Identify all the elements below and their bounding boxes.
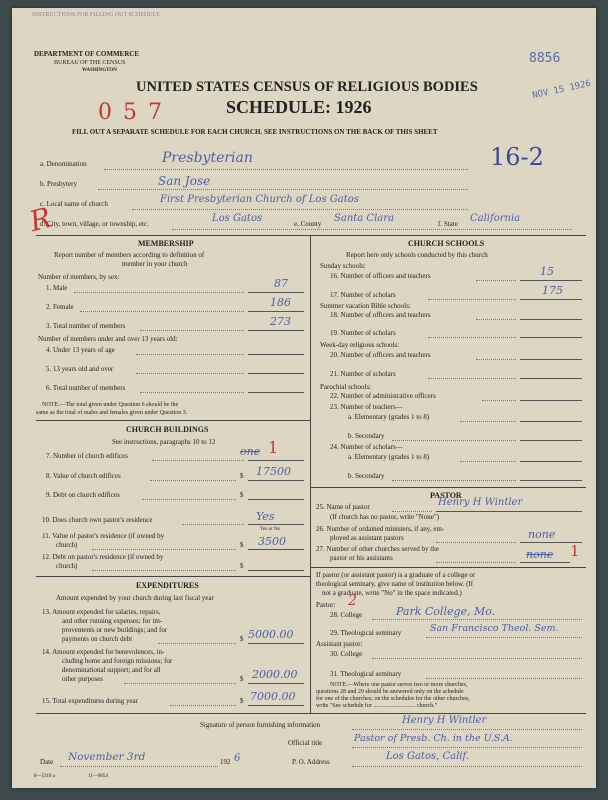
q30-line: [372, 658, 582, 659]
q11-value: 3500: [258, 535, 286, 548]
signature-value: Henry H Wintler: [402, 715, 487, 726]
q8-dollar: $: [240, 472, 244, 480]
q2-answer-line: [248, 311, 304, 312]
q25-answer-line: [436, 511, 582, 512]
q8-answer-line: [248, 480, 304, 481]
q24b-answer-line: [520, 480, 582, 481]
bleed-through-text: INSTRUCTIONS FOR FILLING OUT SCHEDULE: [32, 12, 160, 18]
q24-label: 24. Number of scholars—: [330, 443, 403, 451]
q1-leader: [74, 292, 244, 293]
q2-leader: [80, 311, 244, 312]
buildings-title: CHURCH BUILDINGS: [126, 425, 209, 434]
q9-leader: [142, 499, 236, 500]
q16-label: 16. Number of officers and teachers: [330, 272, 431, 280]
q23b-label: b. Secondary: [348, 432, 385, 440]
q8-leader: [150, 480, 236, 481]
q8-label: 8. Value of church edifices: [46, 472, 121, 480]
q2-label: 2. Female: [46, 303, 74, 311]
q16-answer-line: [520, 280, 582, 281]
yes-no-hint: Yes or No: [260, 527, 281, 532]
q15-label: 15. Total expenditures during year: [42, 697, 138, 705]
q23-label: 23. Number of teachers—: [330, 403, 403, 411]
department-label: DEPARTMENT OF COMMERCE: [34, 50, 140, 58]
denomination-line: [104, 169, 468, 170]
q11-answer-line: [248, 549, 304, 550]
weekday-heading: Week-day religious schools:: [320, 341, 400, 349]
q14-label-a: 14. Amount expended for benevolences, in-: [42, 648, 165, 656]
expenditures-rule: [36, 576, 310, 577]
q14-label-d: other purposes: [62, 675, 104, 683]
q24a-label: a. Elementary (grades 1 to 8): [348, 453, 430, 461]
q23b-leader: [392, 440, 516, 441]
q24b-label: b. Secondary: [348, 472, 385, 480]
q5-leader: [136, 373, 244, 374]
assistant-label: Assistant pastor:: [316, 640, 363, 648]
section-bottom-rule: [36, 713, 586, 714]
pastor-note-1: NOTE.—Where one pastor serves two or more churches,: [330, 682, 468, 688]
denomination-label: a. Denomination: [40, 160, 87, 168]
q10-value: Yes: [256, 510, 275, 523]
q25-sub: (If church has no pastor, write "None"): [330, 513, 440, 521]
q20-label: 20. Number of officers and teachers: [330, 351, 431, 359]
q10-answer-line: [248, 524, 304, 525]
q23a-label: a. Elementary (grades 1 to 8): [348, 413, 430, 421]
q11-label-a: 11. Value of pastor's residence (if owned by: [42, 532, 165, 540]
official-title-value: Pastor of Presb. Ch. in the U.S.A.: [354, 733, 513, 744]
q14-leader: [124, 683, 236, 684]
q18-label: 18. Number of officers and teachers: [330, 311, 431, 319]
q13-label-b: and other running expenses; for im-: [62, 617, 163, 625]
q26-label-b: ployed as assistant pastors: [330, 534, 404, 542]
q26-leader: [436, 542, 516, 543]
q18-leader: [476, 319, 516, 320]
pastor-note-2: questions 28 and 29 should be answered only on the schedule: [316, 689, 464, 695]
q23a-leader: [460, 421, 516, 422]
date-year-digit: 6: [234, 753, 241, 764]
sunday-heading: Sunday schools:: [320, 262, 366, 270]
presbytery-label: b. Presbytery: [40, 180, 77, 188]
q27-label-b: pastor or his assistants: [330, 554, 393, 562]
pastor-red-mark: 2: [348, 593, 357, 609]
q27-red-mark: 1: [570, 542, 580, 560]
q28-value: Park College, Mo.: [396, 605, 496, 618]
city-label: WASHINGTON: [82, 68, 117, 73]
q16-leader: [476, 280, 516, 281]
q29-line: [426, 637, 582, 638]
q9-answer-line: [248, 499, 304, 500]
official-title-line: [352, 747, 582, 748]
q3-label: 3. Total number of members: [46, 322, 126, 330]
q12-label-b: church): [56, 562, 78, 570]
q13-dollar: $: [240, 635, 244, 643]
q9-dollar: $: [240, 491, 244, 499]
q27-value: none: [526, 548, 554, 561]
q15-value: 7000.00: [250, 690, 296, 703]
q18-answer-line: [520, 319, 582, 320]
q15-dollar: $: [240, 697, 244, 705]
q6-label: 6. Total number of members: [46, 384, 126, 392]
county-value: Santa Clara: [334, 213, 394, 224]
membership-title: MEMBERSHIP: [138, 239, 194, 248]
state-value: California: [470, 213, 521, 224]
q20-leader: [476, 359, 516, 360]
church-name-label: c. Local name of church: [40, 200, 108, 208]
q7-red-mark: 1: [268, 438, 279, 457]
q22-label: 22. Number of administrative officers: [330, 392, 436, 400]
section-top-rule: [36, 235, 586, 236]
census-schedule-sheet: [12, 8, 596, 788]
q13-value: 5000.00: [248, 628, 294, 641]
q24a-leader: [460, 461, 516, 462]
q3-leader: [140, 330, 244, 331]
age-heading: Number of members under and over 13 years old:: [38, 335, 178, 343]
q14-label-c: denominational support; and for all: [62, 666, 161, 674]
q19-leader: [428, 337, 516, 338]
q19-label: 19. Number of scholars: [330, 329, 396, 337]
membership-note-1: NOTE.—The total given under Question 6 should be the: [42, 402, 179, 408]
q4-leader: [136, 354, 244, 355]
po-address-value: Los Gatos, Calif.: [386, 751, 469, 762]
pastor-note-3: for one of the churches; on the schedules for the other churches,: [316, 696, 470, 702]
form-title: UNITED STATES CENSUS OF RELIGIOUS BODIES: [136, 79, 478, 95]
q16-value: 15: [540, 265, 554, 278]
q21-answer-line: [520, 378, 582, 379]
q12-dollar: $: [240, 562, 244, 570]
q28-label: 28. College: [330, 611, 363, 619]
county-label: e. County: [294, 220, 322, 228]
q12-answer-line: [248, 570, 304, 571]
membership-sub2: member in your church: [122, 260, 188, 268]
instruction-line: FILL OUT A SEPARATE SCHEDULE FOR EACH CHURCH. SEE INSTRUCTIONS ON THE BACK OF THIS SHEET: [72, 128, 438, 136]
po-address-label: P. O. Address: [292, 758, 330, 766]
stamp-number: 8856: [529, 51, 561, 66]
date-value: November 3rd: [68, 751, 146, 763]
q12-leader: [92, 570, 236, 571]
q25-value: Henry H Wintler: [438, 497, 523, 508]
q29-label: 29. Theological seminary: [330, 629, 402, 637]
expenditures-sub: Amount expended by your church during last fiscal year: [56, 594, 214, 602]
presbytery-value: San Jose: [158, 174, 211, 188]
q27-leader: [436, 562, 516, 563]
q23a-answer-line: [520, 421, 582, 422]
q17-label: 17. Number of scholars: [330, 291, 396, 299]
signature-label: Signature of person furnishing information: [200, 721, 321, 729]
q3-value: 273: [270, 315, 291, 328]
red-form-number: 0 5 7: [98, 100, 164, 125]
state-label: f. State: [438, 220, 458, 228]
parochial-heading: Parochial schools:: [320, 383, 372, 391]
q25-leader: [392, 511, 432, 512]
q3-answer-line: [248, 330, 304, 331]
graduate-note-2: theological seminary, give name of institution below. (If: [316, 580, 474, 588]
q21-leader: [428, 378, 516, 379]
location-line: [172, 229, 572, 230]
q13-label-d: payments on church debt: [62, 635, 133, 643]
q12-label-a: 12. Debt on pastor's residence (if owned by: [42, 553, 164, 561]
official-title-label: Official title: [288, 739, 323, 747]
pastor-note-4: write "See schedule for ............................ church.": [316, 703, 438, 709]
red-r-mark: R: [25, 200, 55, 239]
q24b-leader: [392, 480, 516, 481]
city-value: Los Gatos: [212, 213, 263, 224]
q17-value: 175: [542, 284, 563, 297]
q6-leader: [140, 392, 244, 393]
q25-label: 25. Name of pastor: [316, 503, 370, 511]
q1-value: 87: [274, 277, 288, 290]
q27-answer-line: [520, 562, 570, 563]
q9-label: 9. Debt on church edifices: [46, 491, 120, 499]
q13-leader: [158, 643, 236, 644]
graduate-note-1: If pastor (or assistant pastor) is a graduate of a college or: [316, 571, 476, 579]
schools-sub: Report here only schools conducted by this church: [346, 251, 488, 259]
church-name-line: [132, 209, 468, 210]
signature-line: [352, 729, 582, 730]
q20-answer-line: [520, 359, 582, 360]
denomination-value: Presbyterian: [162, 150, 253, 166]
bureau-label: BUREAU OF THE CENSUS: [54, 60, 126, 66]
q6-answer-line: [248, 392, 304, 393]
q14-label-b: cluding home and foreign missions; for: [62, 657, 173, 665]
q15-answer-line: [248, 705, 304, 706]
q14-answer-line: [248, 683, 304, 684]
q13-label-a: 13. Amount expended for salaries, repairs,: [42, 608, 161, 616]
column-divider: [310, 235, 311, 713]
q7-leader: [152, 460, 244, 461]
q11-leader: [92, 549, 236, 550]
q1-answer-line: [248, 292, 304, 293]
expenditures-title: EXPENDITURES: [136, 581, 199, 590]
form-number: 8—5318 a: [34, 774, 55, 779]
code-mark: 16-2: [490, 143, 544, 171]
vacation-heading: Summer vacation Bible schools:: [320, 302, 411, 310]
date-label: Date: [40, 758, 54, 766]
pastor-rule: [310, 487, 586, 488]
q21-label: 21. Number of scholars: [330, 370, 396, 378]
by-sex-label: Number of members, by sex:: [38, 273, 120, 281]
schools-title: CHURCH SCHOOLS: [408, 239, 485, 248]
q14-value: 2000.00: [252, 668, 298, 681]
q19-answer-line: [520, 337, 582, 338]
q14-dollar: $: [240, 675, 244, 683]
q8-value: 17500: [256, 465, 291, 478]
q10-leader: [182, 524, 244, 525]
q15-leader: [170, 705, 236, 706]
membership-note-2: same as the total of males and females given under Question 3.: [36, 410, 188, 416]
graduate-note-3: not a graduate, write "No" in the space indicated.): [322, 589, 462, 597]
q13-label-c: provements or new buildings; and for: [62, 626, 168, 634]
q23b-answer-line: [520, 440, 582, 441]
pastor-label: Pastor:: [316, 601, 336, 609]
presbytery-line: [98, 189, 468, 190]
pastor-title: PASTOR: [430, 491, 462, 500]
q7-answer-line: [248, 460, 304, 461]
graduate-rule: [310, 567, 586, 568]
q11-dollar: $: [240, 541, 244, 549]
q11-label-b: church): [56, 541, 78, 549]
q26-label-a: 26. Number of ordained ministers, if any, em-: [316, 525, 445, 533]
po-address-line: [352, 766, 582, 767]
q22-leader: [482, 400, 516, 401]
q31-label: 31. Theological seminary: [330, 670, 402, 678]
q28-line: [372, 619, 582, 620]
q27-label-a: 27. Number of other churches served by the: [316, 545, 439, 553]
q4-label: 4. Under 13 years of age: [46, 346, 115, 354]
q17-leader: [428, 299, 516, 300]
q13-answer-line: [248, 643, 304, 644]
membership-sub1: Report number of members according to definition of: [54, 251, 205, 259]
q10-label: 10. Does church own pastor's residence: [42, 516, 153, 524]
q7-value: one: [240, 445, 261, 458]
q22-answer-line: [520, 400, 582, 401]
q5-answer-line: [248, 373, 304, 374]
q29-value: San Francisco Theol. Sem.: [430, 623, 559, 634]
date-year-prefix: 192: [220, 758, 231, 766]
q30-label: 30. College: [330, 650, 363, 658]
buildings-rule: [36, 420, 310, 421]
schedule-title: SCHEDULE: 1926: [226, 97, 372, 117]
date-stamp: NOV 15 1926: [531, 78, 592, 102]
q24a-answer-line: [520, 461, 582, 462]
q26-value: none: [528, 528, 556, 541]
city-field-label: d. City, town, village, or township, etc.: [40, 220, 149, 228]
q2-value: 186: [270, 296, 291, 309]
q5-label: 5. 13 years old and over: [46, 365, 114, 373]
form-number-2: 11—9054: [88, 774, 108, 779]
church-name-value: First Presbyterian Church of Los Gatos: [160, 194, 359, 205]
q4-answer-line: [248, 354, 304, 355]
buildings-sub: See instructions, paragraphs 10 to 12: [112, 438, 216, 446]
q31-line: [426, 678, 582, 679]
q1-label: 1. Male: [46, 284, 68, 292]
q7-label: 7. Number of church edifices: [46, 452, 128, 460]
q17-answer-line: [520, 299, 582, 300]
date-line: [60, 766, 218, 767]
